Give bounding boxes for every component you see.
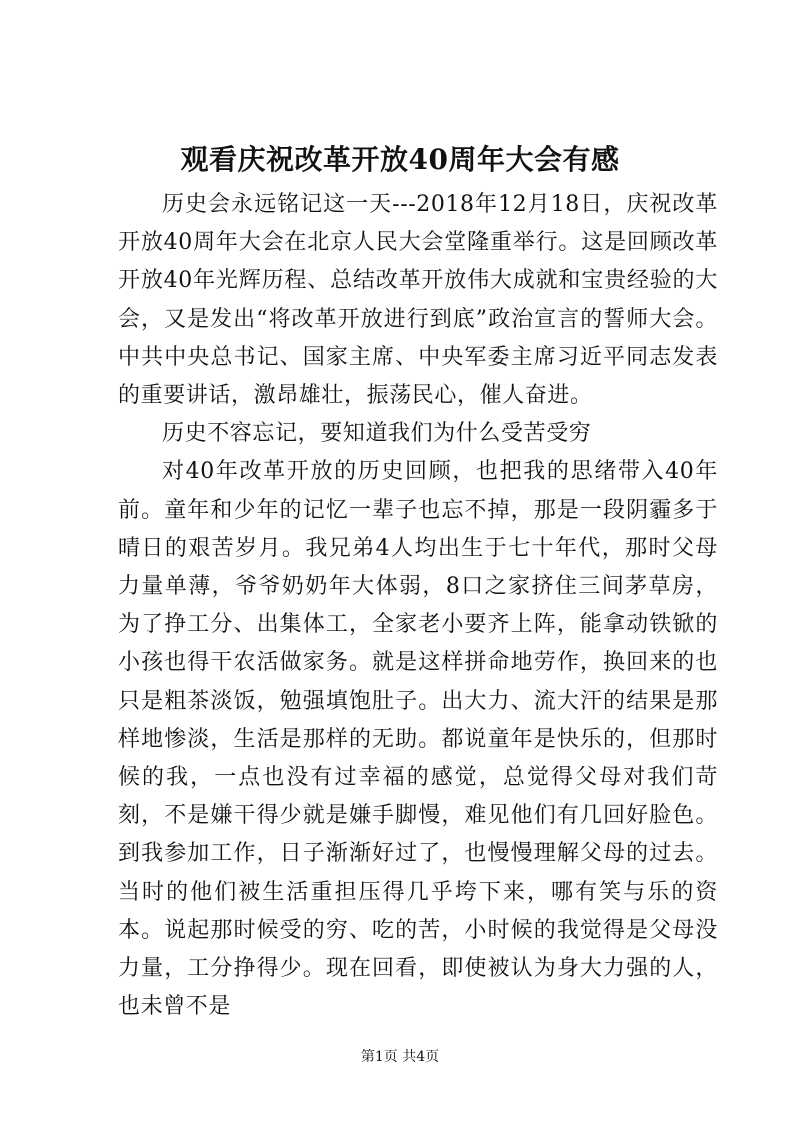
document-title: 观看庆祝改革开放40周年大会有感: [180, 143, 620, 176]
page-footer: 第1页 共4页: [360, 1049, 440, 1065]
paragraph-subheading: 历史不容忘记，要知道我们为什么受苦受穷: [162, 421, 592, 447]
paragraph-memory: 对40年改革开放的历史回顾，也把我的思绪带入40年前。童年和少年的记忆一辈子也忘不掉，那是一段阴霾多于晴日的艰苦岁月。我兄弟4人均出生于七十年代，那时父母力量单薄，爷爷奶奶年大体弱，8口之家挤住三间茅草房，为了挣工分、出集体工，全家老小要齐上阵，能拿动铁锨的小孩也得干农活做家务。就是这样拼命地劳作，换回来的也只是粗茶淡饭，勉强填饱肚子。出大力、流大汗的结果是那样地惨淡，生活是那样的无助。都说童年是快乐的，但那时候的我，一点也没有过幸福的感觉，总觉得父母对我们苛刻，不是嫌干得少就是嫌手脚慢，难见他们有几回好脸色。到我参加工作，日子渐渐好过了，也慢慢理解父母的过去。当时的他们被生活重担压得几乎垮下来，哪有笑与乐的资本。说起那时候受的穷、吃的苦，小时候的我觉得是父母没力量，工分挣得少。现在回看，即使被认为身大力强的人，也未曾不是: [118, 459, 718, 1020]
document-body: [118, 186, 718, 1026]
paragraph-intro: 历史会永远铭记这一天---2018年12月18日，庆祝改革开放40周年大会在北京人民大会堂隆重举行。这是回顾改革开放40年光辉历程、总结改革开放伟大成就和宝贵经验的大会，又是发出“将改革开放进行到底”政治宣言的誓师大会。中共中央总书记、国家主席、中央军委主席习近平同志发表的重要讲话，激昂雄壮，振荡民心，催人奋进。: [118, 192, 718, 409]
